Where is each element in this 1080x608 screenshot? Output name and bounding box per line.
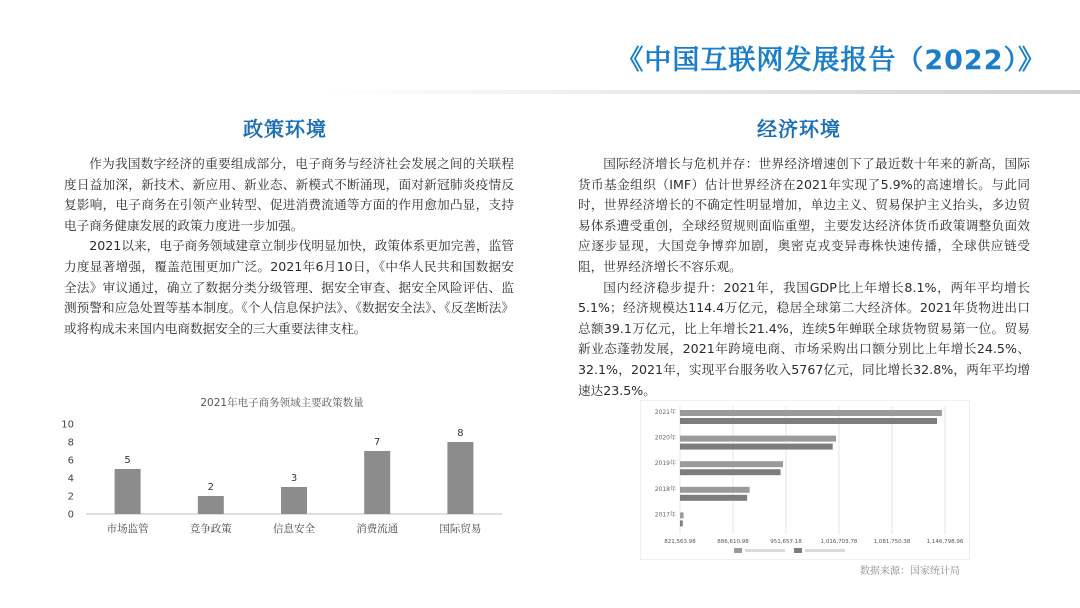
bar: [680, 418, 937, 424]
bar-value-label: 7: [374, 437, 381, 448]
y-tick-label: 10: [61, 419, 74, 431]
x-tick-label: 821,563.98: [664, 539, 696, 545]
bar: [680, 487, 750, 493]
x-category-label: 市场监管: [106, 523, 149, 535]
economy-paragraph-2: 国内经济稳步提升：2021年，我国GDP比上年增长8.1%，两年平均增长5.1%；经济规模达114.4万亿元，稳居全球第二大经济体。2021年货物进出口总额39.1万亿元，比上年增长21.4%，连续5年蝉联全球货物贸易第一位。贸易新业态蓬勃发展，2021年跨境电商、市场采购出口额分别比上年增长24.5%、32.1%，2021年，实现平台服务收入5767亿元，同比增长32.8%，两年平均增速达23.5%。: [578, 279, 1030, 398]
bar: [447, 442, 473, 514]
policy-paragraph-2: 2021以来，电子商务领域建章立制步伐明显加快，政策体系更加完善，监管力度显著增强，覆盖范围更加广泛。2021年6月10日，《中华人民共和国数据安全法》审议通过，确立了数据分类分级管理、据安全审查、据安全风险评估、监测预警和应急处置等基本制度。《个人信息保护法》、《数据安全法》、《反垄断法》或将构成未来国内电商数据安全的三大重要法律支柱。: [64, 238, 514, 336]
x-tick-label: 951,657.18: [770, 539, 802, 545]
policy-bar-chart: [52, 388, 512, 548]
bar: [680, 410, 942, 416]
bar: [680, 512, 684, 518]
y-tick-label: 4: [67, 473, 74, 485]
bar: [680, 520, 683, 526]
data-source-note: 数据来源：国家统计局: [860, 566, 960, 577]
x-category-label: 消费流通: [356, 523, 399, 535]
y-category-label: 2019年: [654, 460, 676, 468]
policy-text: [64, 154, 514, 339]
x-tick-label: 886,610.98: [717, 539, 749, 545]
bar: [680, 495, 747, 501]
economy-section-title: 经济环境: [757, 117, 841, 141]
bar: [281, 487, 307, 514]
bar-value-label: 8: [457, 428, 464, 439]
x-tick-label: 1,146,798.96: [926, 539, 964, 545]
economy-paragraph-1: 国际经济增长与危机并存：世界经济增速创下了最近数十年来的新高，国际货币基金组织（IMF）估计世界经济在2021年实现了5.9%的高速增长。与此同时，世界经济增长的不确定性明显增加，单边主义、贸易保护主义抬头，多边贸易体系遭受重创，全球经贸规则面临重塑，主要发达经济体货币政策调整负面效应逐步显现，大国竞争博弈加剧，奥密克戎变异毒株快速传播，全球供应链受阻，世界经济增长不容乐观。: [578, 156, 1030, 274]
legend-label-blur: [745, 549, 785, 552]
bar: [115, 469, 141, 514]
y-tick-label: 2: [67, 491, 74, 503]
x-category-label: 竞争政策: [189, 523, 232, 535]
economy-text: [578, 154, 1030, 401]
bar: [680, 469, 781, 475]
y-tick-label: 6: [67, 455, 74, 467]
bar: [364, 451, 390, 514]
x-tick-label: 1,081,750.38: [873, 539, 911, 545]
policy-paragraph-1: 作为我国数字经济的重要组成部分，电子商务与经济社会发展之间的关联程度日益加深，新技术、新应用、新业态、新模式不断涌现，面对新冠肺炎疫情反复影响，电子商务在引领产业转型、促进消费流通等方面的作用愈加凸显，支持电子商务健康发展的政策力度进一步加强。: [64, 156, 514, 233]
policy-section-title: 政策环境: [243, 117, 327, 141]
bar: [680, 461, 783, 467]
y-tick-label: 8: [67, 437, 74, 449]
bar-value-label: 3: [290, 473, 298, 484]
bar-value-label: 2: [207, 482, 214, 493]
x-tick-label: 1,016,703.78: [820, 539, 858, 545]
y-category-label: 2021年: [654, 409, 676, 416]
report-title: 《中国互联网发展报告（2022）》: [616, 45, 1046, 76]
y-tick-label: 0: [67, 509, 74, 521]
x-category-label: 国际贸易: [439, 523, 482, 535]
bar: [198, 496, 224, 514]
economy-bar-chart: [640, 400, 970, 560]
bar: [680, 436, 836, 442]
legend-label-blur: [805, 549, 845, 552]
bar-value-label: 5: [124, 455, 131, 466]
y-category-label: 2017年: [654, 511, 676, 519]
header-divider: [0, 90, 1080, 94]
chart-title: 2021年电子商务领域主要政策数量: [200, 397, 364, 409]
y-category-label: 2020年: [654, 434, 676, 442]
y-category-label: 2018年: [654, 485, 676, 493]
bar: [680, 444, 833, 450]
legend-swatch: [794, 548, 802, 553]
legend-swatch: [734, 548, 742, 553]
x-category-label: 信息安全: [273, 523, 315, 535]
